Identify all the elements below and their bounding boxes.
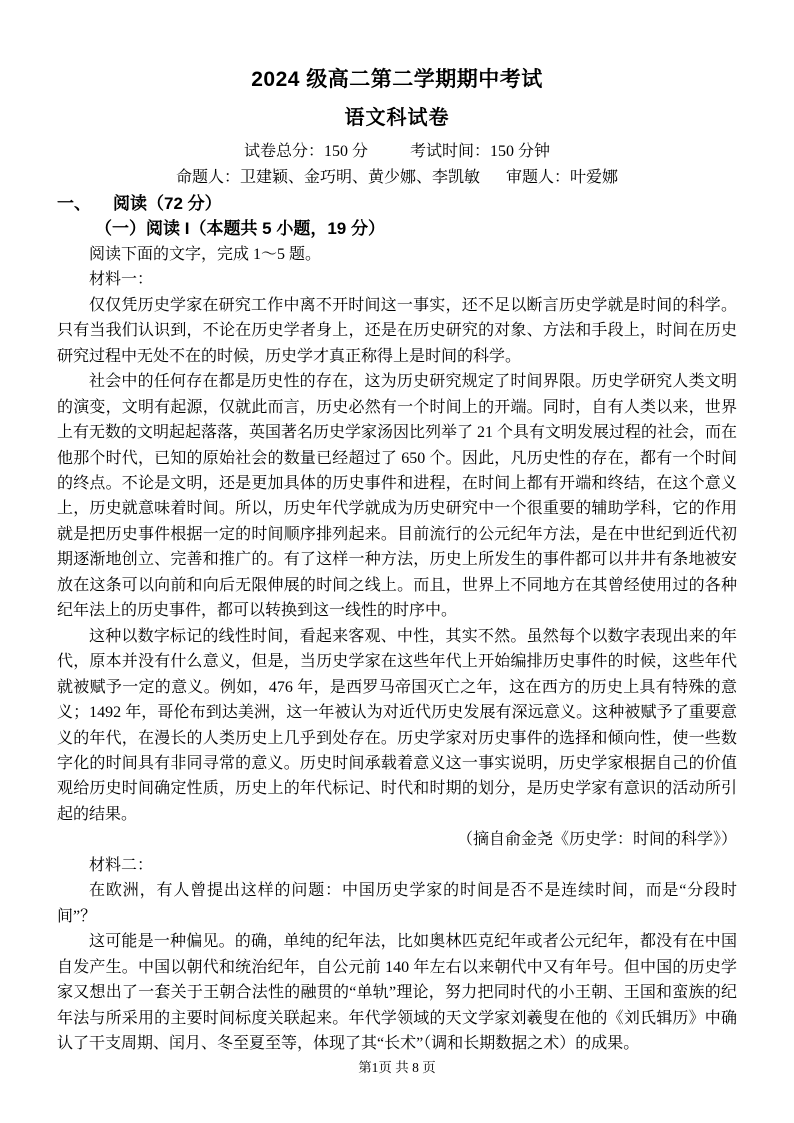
paper-content [57, 191, 737, 1056]
reading-instruction: 阅读下面的文字，完成 1～5 题。 [89, 245, 322, 263]
material-2-paragraph: 在欧洲，有人曾提出这样的问题：中国历史学家的时间是否不是连续时间，而是“分段时间”？ [57, 882, 737, 925]
paper-subject-title: 语文科试卷 [344, 107, 450, 129]
exam-info-line-1 [57, 139, 737, 165]
material-1-paragraph: 社会中的任何存在都是历史性的存在，这为历史研究规定了时间界限。历史学研究人类文明的演变，文明有起源，仅就此而言，历史必然有一个时间上的开端。同时，自有人类以来，世界上有无数的文明起起落落，英国著名历史学家汤因比列举了 21 个具有文明发展过程的社会，而在他那个时代，已知的原始社会的数量已经超过了 650 个。因此，凡历史性的存在，都有一个时间的终点。不论是文明，还是更加具体的历史事件和进程，在时间上都有开端和终结，在这个意义上，历史就意味着时间。所以，历史年代学就成为历史研究中一个很重要的辅助学科，它的作用就是把历史事件根据一定的时间顺序排列起来。目前流行的公元纪年方法，是在中世纪到近代初期逐渐地创立、完善和推广的。有了这样一种方法，历史上所发生的事件都可以井井有条地被安放在这条可以向前和向后无限伸展的时间之线上。而且，世界上不同地方在其曾经使用过的各种纪年法上的历史事件，都可以转换到这一线性的时序中。 [57, 373, 738, 620]
exam-time-label: 考试时间：150 分钟 [410, 143, 551, 160]
material-1-label: 材料一： [89, 271, 154, 289]
subsection-heading-reading-1: （一）阅读 I（本题共 5 小题，19 分） [95, 219, 385, 239]
material-1-paragraph: 仅仅凭历史学家在研究工作中离不开时间这一事实，还不足以断言历史学就是时间的科学。只有当我们认识到，不论在历史学者身上，还是在历史研究的对象、方法和手段上，时间在历史研究过程中无处不在的时候，历史学才真正称得上是时间的科学。 [57, 296, 737, 365]
exam-info-line-2 [57, 165, 737, 191]
section-title: 阅读（72 分） [113, 194, 222, 213]
exam-title: 2024 级高二第二学期期中考试 [251, 68, 543, 91]
section-number: 一、 [57, 194, 91, 213]
material-2-paragraph: 这可能是一种偏见。的确，单纯的纪年法，比如奥林匹克纪年或者公元纪年，都没有在中国自发产生。中国以朝代和统治纪年，自公元前 140 年左右以来朝代中又有年号。但中国的历史学家又想出了一套关于王朝合法性的融贯的“单轨”理论，努力把同时代的小王朝、王国和蛮族的纪年法与所采用的主要时间标度关联起来。年代学领域的天文学家刘羲叟在他的《刘氏辑历》中确认了干支周期、闰月、冬至夏至等，体现了其“长术”（调和长期数据之术）的成果。 [57, 933, 737, 1052]
page-number-footer: 第1页 共 8 页 [358, 1060, 436, 1075]
material-1-attribution: （摘自俞金尧《历史学：时间的科学》） [456, 831, 737, 849]
total-score-label: 试卷总分：150 分 [243, 143, 368, 160]
material-1-paragraph: 这种以数字标记的线性时间，看起来客观、中性，其实不然。虽然每个以数字表现出来的年代，原本并没有什么意义，但是，当历史学家在这些年代上开始编排历史事件的时候，这些年代就被赋予一定的意义。例如，476 年，是西罗马帝国灭亡之年，这在西方的历史上具有特殊的意义；1492 年，哥伦布到达美洲，这一年被认为对近代历史发展有深远意义。这种被赋予了重要意义的年代，在漫长的人类历史上几乎到处存在。历史学家对历史事件的选择和倾向性，使一些数字化的时间具有非同寻常的意义。历史时间承载着意义这一事实说明，历史学家根据自己的价值观给历史时间确定性质，历史上的年代标记、时代和时期的划分，是历史学家有意识的活动所引起的结果。 [57, 627, 737, 823]
setters-label: 命题人：卫建颖、金巧明、黄少娜、李凯敏 [175, 169, 480, 186]
material-2-label: 材料二： [89, 856, 154, 874]
reviewer-label: 审题人：叶爱娜 [506, 169, 619, 186]
section-heading-reading [57, 191, 737, 216]
